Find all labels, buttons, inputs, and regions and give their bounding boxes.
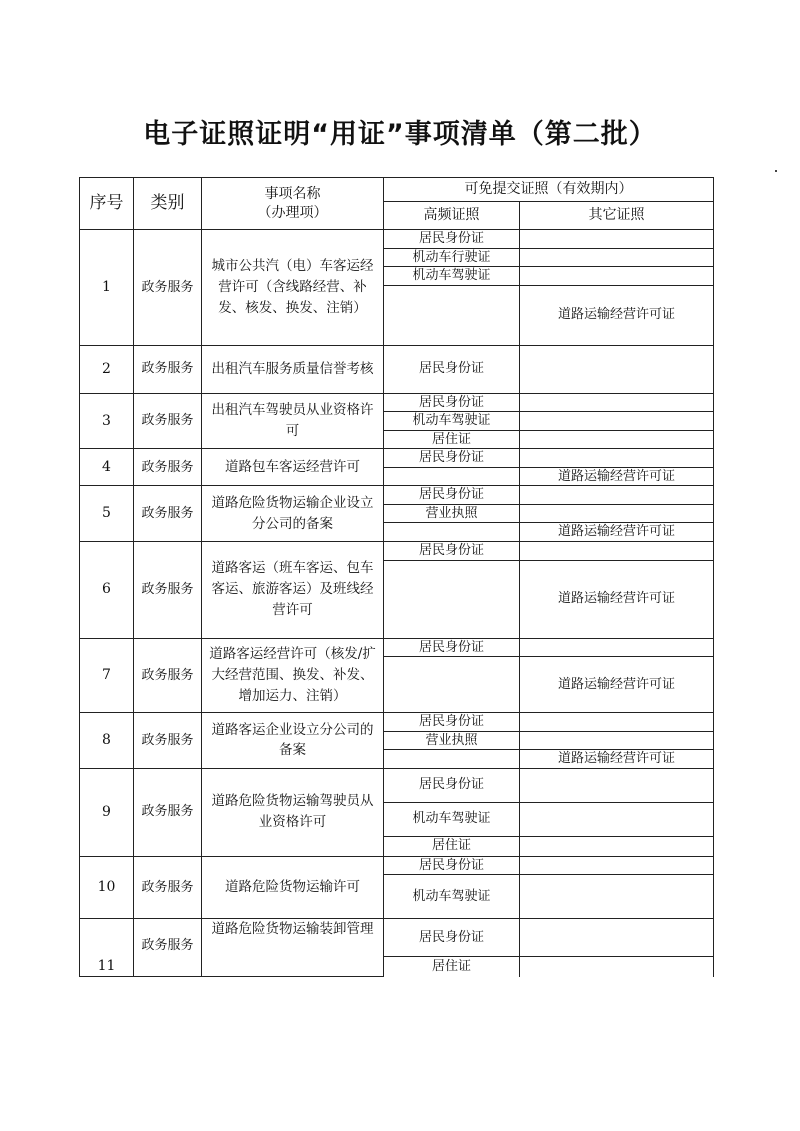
table-row: [80, 393, 714, 412]
row-seq: 4: [80, 449, 134, 486]
cert-high-freq: [384, 750, 520, 769]
row-item-name: 道路客运（班车客运、包车客运、旅游客运）及班线经营许可: [202, 542, 384, 639]
header-item-name-sub: （办理项）: [257, 204, 328, 221]
table-row: [80, 345, 714, 393]
row-seq: 3: [80, 393, 134, 449]
cert-other: 道路运输经营许可证: [520, 657, 714, 713]
cert-other: [520, 449, 714, 468]
cert-high-freq: [384, 523, 520, 542]
row-seq: 8: [80, 713, 134, 769]
cert-high-freq: [384, 467, 520, 486]
table-row: [80, 713, 714, 732]
row-item-name: 道路危险货物运输许可: [202, 856, 384, 919]
table-row: [80, 542, 714, 561]
cert-other: [520, 542, 714, 561]
table-body: [80, 230, 714, 977]
cert-high-freq: 营业执照: [384, 731, 520, 750]
cert-high-freq: 居民身份证: [384, 919, 520, 957]
document-title: 电子证照证明“用证”事项清单（第二批）: [143, 119, 657, 150]
header-seq: 序号: [80, 178, 134, 230]
row-seq: 2: [80, 345, 134, 393]
cert-high-freq: [384, 285, 520, 345]
cert-high-freq: 居民身份证: [384, 638, 520, 657]
row-item-name: 道路危险货物运输驾驶员从业资格许可: [202, 768, 384, 856]
row-seq: 1: [80, 230, 134, 346]
row-category: 政务服务: [134, 230, 202, 346]
cert-other: [520, 504, 714, 523]
cert-other: 道路运输经营许可证: [520, 285, 714, 345]
cert-other: [520, 230, 714, 249]
cert-other: [520, 345, 714, 393]
row-category: 政务服务: [134, 638, 202, 713]
cert-other: [520, 919, 714, 957]
row-category: 政务服务: [134, 345, 202, 393]
row-item-name: 道路包车客运经营许可: [202, 449, 384, 486]
header-item-name: [202, 178, 384, 230]
header-exempt: 可免提交证照（有效期内）: [384, 178, 714, 202]
cert-high-freq: 居住证: [384, 430, 520, 449]
table-row: [80, 919, 714, 957]
cert-other: [520, 802, 714, 836]
cert-other: [520, 486, 714, 505]
cert-high-freq: 居民身份证: [384, 856, 520, 875]
row-item-name: 出租汽车服务质量信誉考核: [202, 345, 384, 393]
row-category: 政务服务: [134, 486, 202, 542]
cert-high-freq: 居民身份证: [384, 486, 520, 505]
cert-high-freq: 居民身份证: [384, 768, 520, 802]
row-category: 政务服务: [134, 542, 202, 639]
header-category: 类别: [134, 178, 202, 230]
cert-other: [520, 875, 714, 919]
table-row: [80, 638, 714, 657]
cert-high-freq: 居民身份证: [384, 230, 520, 249]
cert-high-freq: 机动车驾驶证: [384, 267, 520, 286]
cert-other: [520, 412, 714, 431]
cert-other: [520, 856, 714, 875]
row-category: 政务服务: [134, 919, 202, 977]
table-row: [80, 486, 714, 505]
cert-other: 道路运输经营许可证: [520, 560, 714, 638]
cert-other: 道路运输经营许可证: [520, 750, 714, 769]
row-seq: 11: [80, 919, 134, 977]
table-row: [80, 230, 714, 249]
cert-other: 道路运输经营许可证: [520, 467, 714, 486]
cert-high-freq: 机动车驾驶证: [384, 875, 520, 919]
row-category: 政务服务: [134, 393, 202, 449]
row-item-name: 道路危险货物运输装卸管理: [202, 919, 384, 977]
cert-other: [520, 836, 714, 856]
cert-high-freq: 居民身份证: [384, 393, 520, 412]
cert-other: [520, 713, 714, 732]
cert-high-freq: [384, 560, 520, 638]
cert-other: [520, 430, 714, 449]
cert-high-freq: 机动车驾驶证: [384, 412, 520, 431]
row-category: 政务服务: [134, 856, 202, 919]
row-item-name: 城市公共汽（电）车客运经营许可（含线路经营、补发、核发、换发、注销）: [202, 230, 384, 346]
header-other: 其它证照: [520, 202, 714, 230]
cert-high-freq: [384, 657, 520, 713]
cert-high-freq: 居民身份证: [384, 542, 520, 561]
row-item-name: 道路危险货物运输企业设立分公司的备案: [202, 486, 384, 542]
cert-high-freq: 机动车驾驶证: [384, 802, 520, 836]
cert-high-freq: 居住证: [384, 836, 520, 856]
cert-other: [520, 638, 714, 657]
cert-other: [520, 393, 714, 412]
row-item-name: 道路客运企业设立分公司的备案: [202, 713, 384, 769]
cert-high-freq: 居民身份证: [384, 345, 520, 393]
row-seq: 5: [80, 486, 134, 542]
row-seq: 7: [80, 638, 134, 713]
cert-other: [520, 768, 714, 802]
cert-high-freq: 机动车行驶证: [384, 248, 520, 267]
cert-high-freq: 居住证: [384, 957, 520, 977]
cert-other: [520, 957, 714, 977]
table-row: [80, 856, 714, 875]
cert-high-freq: 居民身份证: [384, 713, 520, 732]
cert-high-freq: 居民身份证: [384, 449, 520, 468]
table-row: [80, 449, 714, 468]
header-high-freq: 高频证照: [384, 202, 520, 230]
row-category: 政务服务: [134, 768, 202, 856]
header-item-name-label: 事项名称: [264, 185, 321, 202]
row-category: 政务服务: [134, 713, 202, 769]
row-seq: 6: [80, 542, 134, 639]
cert-other: [520, 248, 714, 267]
cert-high-freq: 营业执照: [384, 504, 520, 523]
row-category: 政务服务: [134, 449, 202, 486]
row-seq: 10: [80, 856, 134, 919]
cert-other: [520, 731, 714, 750]
table-row: [80, 768, 714, 802]
scan-speck: [775, 170, 777, 172]
row-seq: 9: [80, 768, 134, 856]
row-item-name: 道路客运经营许可（核发/扩大经营范围、换发、补发、增加运力、注销）: [202, 638, 384, 713]
certificate-list-table: [79, 177, 714, 977]
row-item-name: 出租汽车驾驶员从业资格许可: [202, 393, 384, 449]
cert-other: [520, 267, 714, 286]
cert-other: 道路运输经营许可证: [520, 523, 714, 542]
